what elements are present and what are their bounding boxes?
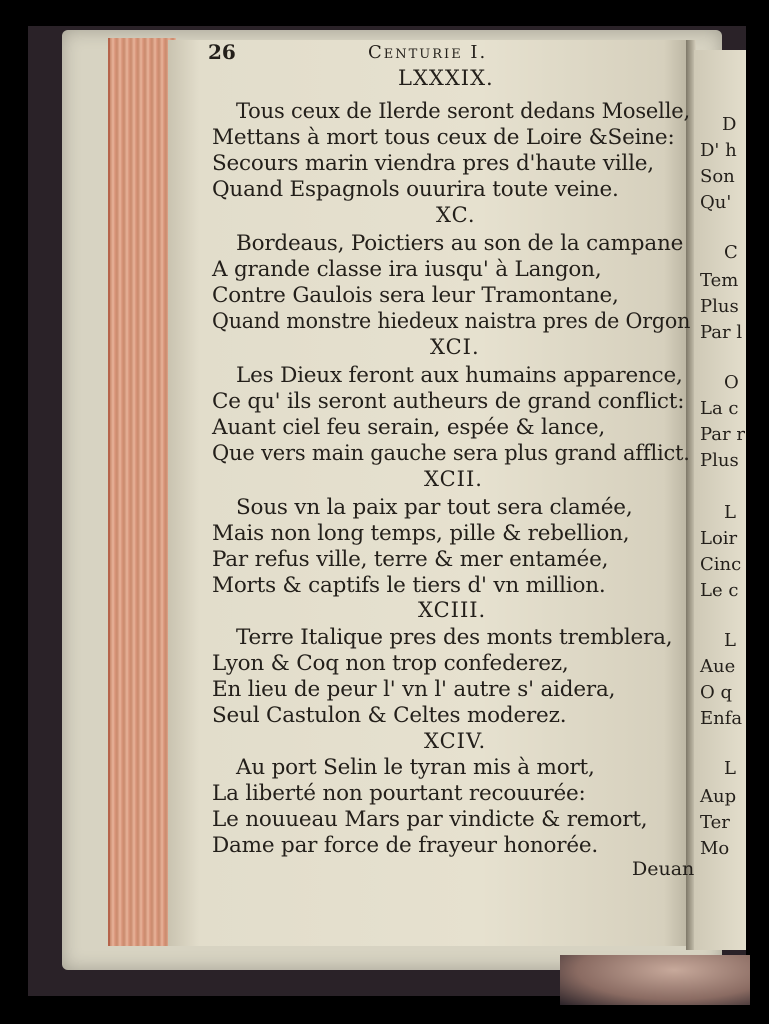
verse-line: Le nouueau Mars par vindicte & remort, (212, 807, 648, 832)
verse-line: Tous ceux de Ilerde seront dedans Moselle, (236, 99, 690, 124)
facing-fragment: L (724, 758, 736, 779)
facing-fragment: Son (700, 166, 735, 187)
quatrain-number: XCIV. (424, 729, 487, 753)
quatrain-number: LXXXIX. (398, 66, 494, 90)
facing-fragment: D (722, 114, 737, 135)
verse-line: Quand Espagnols ouurira toute veine. (212, 177, 619, 202)
facing-fragment: Mo (700, 838, 730, 859)
facing-fragment: Aup (700, 786, 737, 807)
facing-fragment: Aue (700, 656, 736, 677)
facing-fragment: Plus (700, 296, 739, 317)
verse-line: Que vers main gauche sera plus grand afflict. (212, 441, 690, 466)
verse-line: Par refus ville, terre & mer entamée, (212, 547, 609, 572)
verse-line: La liberté non pourtant recouurée: (212, 781, 586, 806)
facing-fragment: Par l (700, 322, 743, 343)
page-edges (108, 38, 176, 946)
facing-page (694, 50, 746, 950)
facing-fragment: L (724, 630, 736, 651)
facing-fragment: Qu' (700, 192, 732, 213)
facing-fragment: Par r (700, 424, 745, 445)
verse-line: Seul Castulon & Celtes moderez. (212, 703, 567, 728)
verse-line: Morts & captifs le tiers d' vn million. (212, 573, 606, 598)
facing-fragment: Plus (700, 450, 739, 471)
facing-fragment: Ter (700, 812, 730, 833)
quatrain-number: XC. (436, 203, 476, 227)
verse-line: A grande classe ira iusqu' à Langon, (212, 257, 602, 282)
verse-line: Terre Italique pres des monts tremblera, (236, 625, 673, 650)
facing-fragment: L (724, 502, 736, 523)
verse-line: Bordeaus, Poictiers au son de la campane (236, 231, 684, 256)
verse-line: Auant ciel feu serain, espée & lance, (212, 415, 605, 440)
facing-fragment: O q (700, 682, 733, 703)
thumb (560, 955, 750, 1005)
facing-fragment: O (724, 372, 739, 393)
facing-fragment: D' h (700, 140, 737, 161)
catchword: Deuan (632, 858, 695, 880)
verse-line: Contre Gaulois sera leur Tramontane, (212, 283, 619, 308)
facing-fragment: Enfa (700, 708, 743, 729)
verse-line: Quand monstre hiedeux naistra pres de Orgon (212, 309, 691, 334)
verse-line: Mais non long temps, pille & rebellion, (212, 521, 630, 546)
verse-line: Dame par force de frayeur honorée. (212, 833, 599, 858)
verse-line: Lyon & Coq non trop confederez, (212, 651, 569, 676)
verse-line: Sous vn la paix par tout sera clamée, (236, 495, 633, 520)
quatrain-number: XCI. (430, 335, 480, 359)
running-title: Centurie I. (368, 42, 488, 63)
page-number: 26 (208, 40, 236, 64)
facing-fragment: La c (700, 398, 739, 419)
facing-fragment: Le c (700, 580, 739, 601)
verse-line: Secours marin viendra pres d'haute ville, (212, 151, 654, 176)
quatrain-number: XCII. (424, 467, 483, 491)
verse-line: Au port Selin le tyran mis à mort, (236, 755, 595, 780)
quatrain-number: XCIII. (418, 598, 487, 622)
verse-line: Les Dieux feront aux humains apparence, (236, 363, 683, 388)
facing-fragment: Cinc (700, 554, 742, 575)
verse-line: Ce qu' ils seront autheurs de grand conflict: (212, 389, 685, 414)
verse-line: Mettans à mort tous ceux de Loire &Seine: (212, 125, 675, 150)
verse-line: En lieu de peur l' vn l' autre s' aidera, (212, 677, 616, 702)
facing-fragment: C (724, 242, 738, 263)
facing-fragment: Tem (700, 270, 739, 291)
facing-fragment: Loir (700, 528, 738, 549)
